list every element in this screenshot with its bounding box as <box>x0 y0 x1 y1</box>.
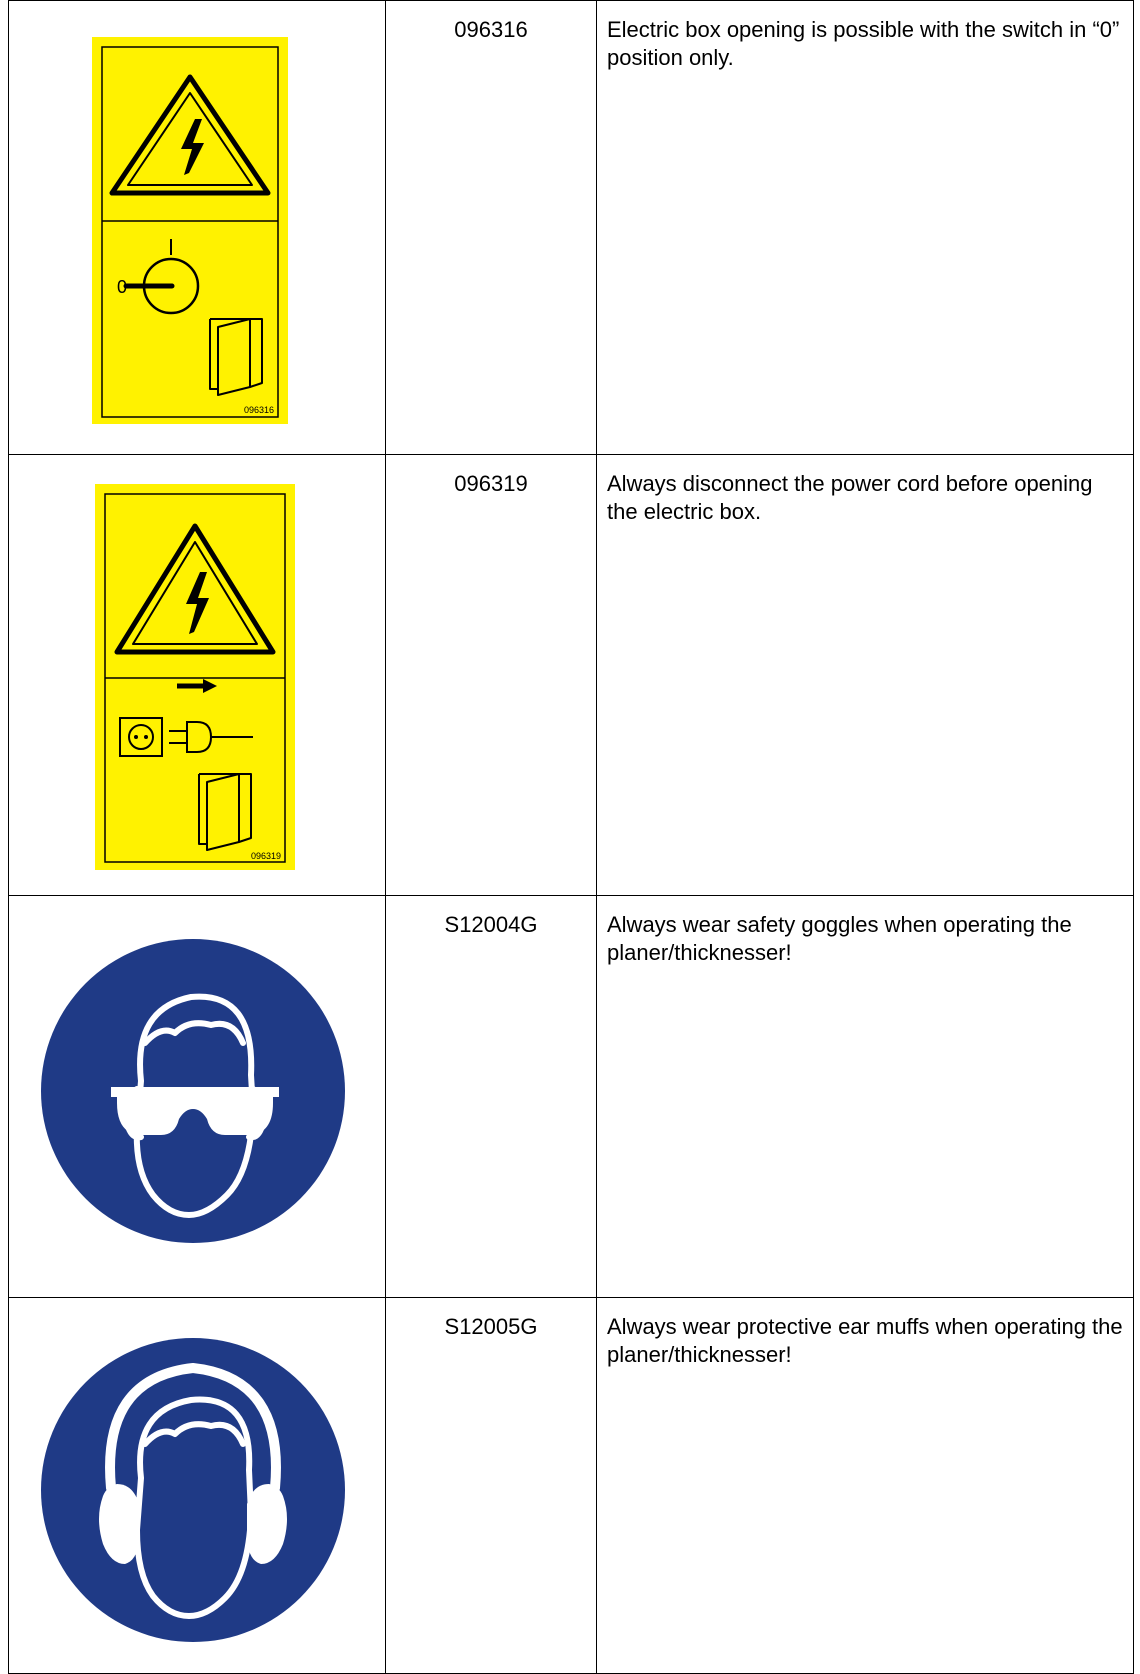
warning-label-096319 <box>95 484 295 870</box>
label-description: Electric box opening is possible with the switch in “0” position only. <box>597 1 1134 455</box>
label-image-cell <box>9 1 386 455</box>
label-description: Always wear safety goggles when operating the planer/thicknesser! <box>597 896 1134 1298</box>
label-code-text: 096319 <box>250 851 281 861</box>
safety-labels-table <box>8 0 1134 1674</box>
warning-label-096316 <box>92 37 288 424</box>
table-row <box>9 896 1134 1298</box>
label-image-cell <box>9 1298 386 1674</box>
table-row <box>9 455 1134 896</box>
ear-protection-required-icon <box>41 1338 345 1642</box>
label-code-text: 096316 <box>243 405 274 415</box>
label-code: 096319 <box>386 455 597 896</box>
label-description: Always wear protective ear muffs when operating the planer/thicknesser! <box>597 1298 1134 1674</box>
label-code: 096316 <box>386 1 597 455</box>
label-code: S12004G <box>386 896 597 1298</box>
label-image-cell <box>9 455 386 896</box>
label-description: Always disconnect the power cord before opening the electric box. <box>597 455 1134 896</box>
switch-zero-label: 0 <box>117 277 128 297</box>
label-code: S12005G <box>386 1298 597 1674</box>
table-row <box>9 1 1134 455</box>
safety-goggles-required-icon <box>41 939 345 1243</box>
label-image-cell <box>9 896 386 1298</box>
table-row <box>9 1298 1134 1674</box>
